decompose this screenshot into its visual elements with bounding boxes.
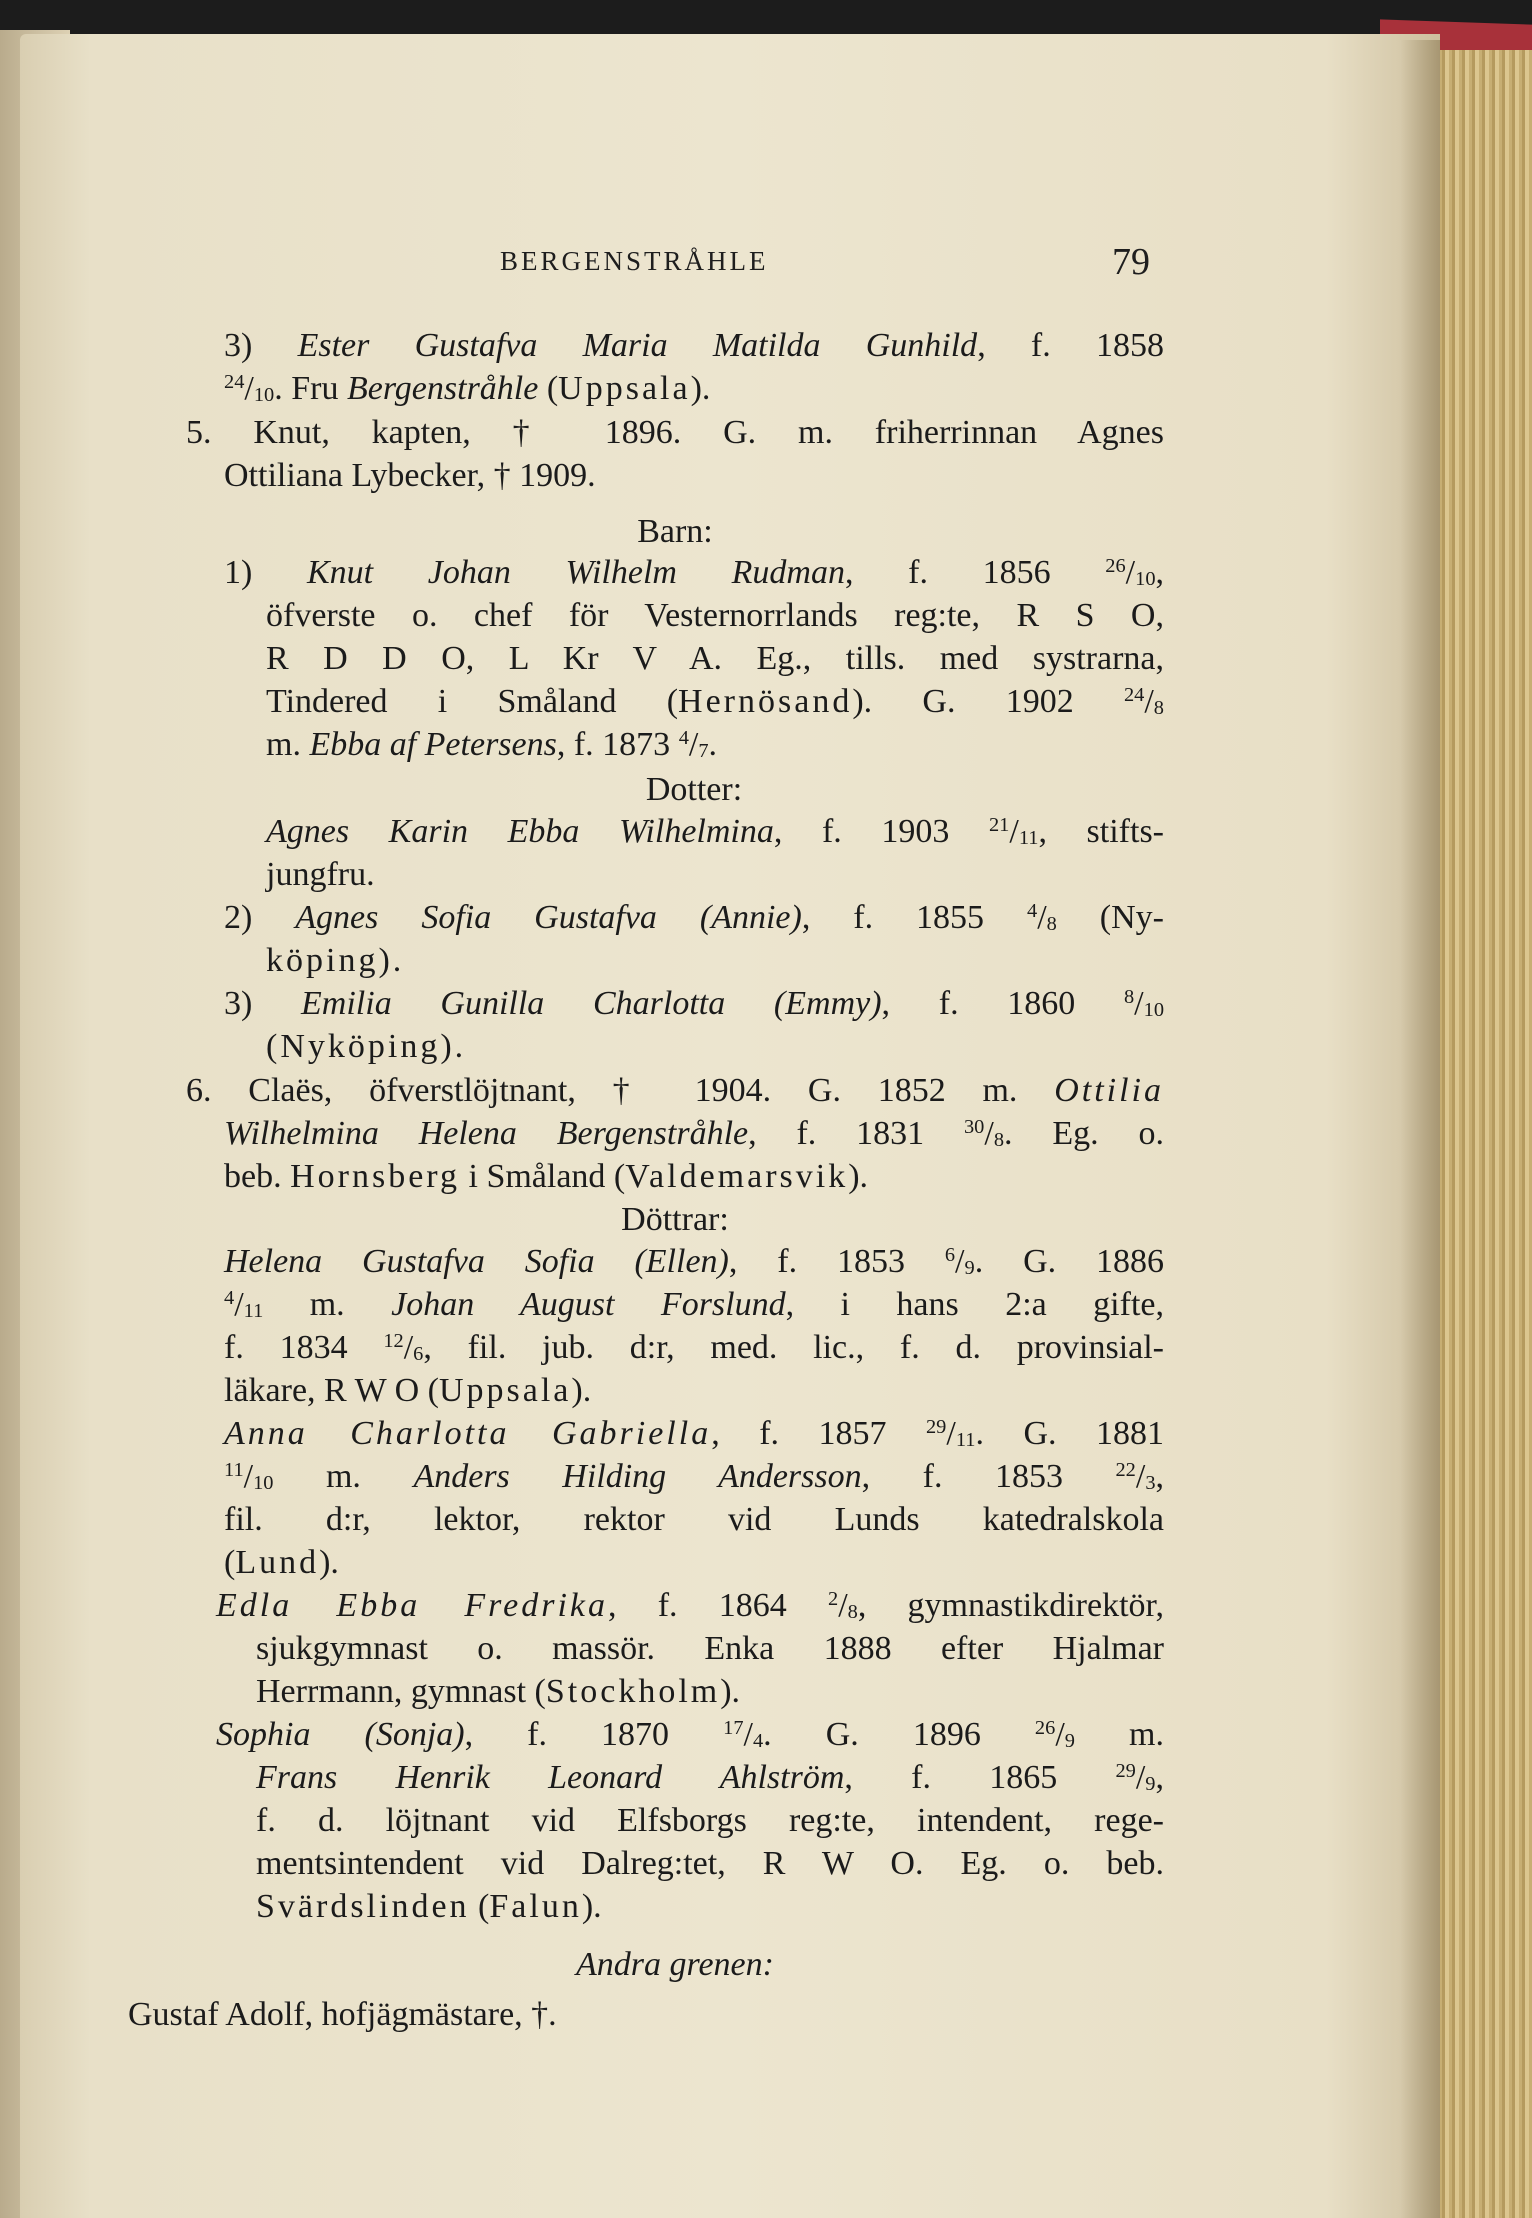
entry-ester-line2: $^{24}/_{10}$. Fru Bergenstråhle (Uppsala).	[224, 370, 711, 407]
entry-helena-line4: läkare, R W O (Uppsala).	[224, 1372, 592, 1409]
heading-dottrar: Döttrar:	[621, 1201, 729, 1238]
entry-knut-line2: Ottiliana Lybecker, † 1909.	[224, 457, 596, 494]
entry-claes-line2: Wilhelmina Helena Bergenstråhle, f. 1831 $^{30}/_8$. Eg. o.	[224, 1115, 1164, 1152]
entry-anna-line4: (Lund).	[224, 1544, 339, 1581]
entry-sophia-line4: mentsintendent vid Dalreg:tet, R W O. Eg. o. beb.	[256, 1845, 1164, 1882]
entry-knut-johan-line1: 1) Knut Johan Wilhelm Rudman, f. 1856 $^{26}/_{10}$,	[224, 554, 1165, 591]
entry-helena-line1: Helena Gustafva Sofia (Ellen), f. 1853 $^6/_9$. G. 1886	[224, 1243, 1164, 1280]
entry-knut-johan-line5: m. Ebba af Petersens, f. 1873 $^4/_7$.	[266, 726, 718, 763]
entry-helena-line2: $^4/_{11}$ m. Johan August Forslund, i hans 2:a gifte,	[224, 1286, 1164, 1323]
entry-claes-line3: beb. Hornsberg i Småland (Valdemarsvik).	[224, 1158, 869, 1195]
entry-sophia-line3: f. d. löjtnant vid Elfsborgs reg:te, intendent, rege-	[256, 1802, 1164, 1839]
entry-agnes-sofia-line2: köping).	[266, 942, 405, 979]
entry-anna-line2: $^{11}/_{10}$ m. Anders Hilding Andersson, f. 1853 $^{22}/_3$,	[224, 1458, 1165, 1495]
heading-andra-grenen: Andra grenen:	[576, 1946, 774, 1983]
entry-ester-line1: 3) Ester Gustafva Maria Matilda Gunhild, f. 1858	[224, 327, 1164, 364]
page-number: 79	[1112, 241, 1150, 283]
entry-knut-johan-line2: öfverste o. chef för Vesternorrlands reg:te, R S O,	[266, 597, 1164, 634]
entry-claes-line1: 6. Claës, öfverstlöjtnant, † 1904. G. 1852 m. Ottilia	[186, 1072, 1164, 1109]
entry-edla-line3: Herrmann, gymnast (Stockholm).	[256, 1673, 741, 1710]
entry-helena-line3: f. 1834 $^{12}/_6$, fil. jub. d:r, med. lic., f. d. provinsial-	[224, 1329, 1165, 1366]
entry-anna-line3: fil. d:r, lektor, rektor vid Lunds katedralskola	[224, 1501, 1164, 1538]
entry-sophia-line1: Sophia (Sonja), f. 1870 $^{17}/_4$. G. 1896 $^{26}/_9$ m.	[216, 1716, 1164, 1753]
entry-edla-line2: sjukgymnast o. massör. Enka 1888 efter Hjalmar	[256, 1630, 1164, 1667]
entry-emilia-line2: (Nyköping).	[266, 1028, 467, 1065]
entry-anna-line1: Anna Charlotta Gabriella, f. 1857 $^{29}/_{11}$. G. 1881	[224, 1415, 1164, 1452]
running-head: BERGENSTRÅHLE	[500, 246, 769, 276]
entry-agnes-sofia-line1: 2) Agnes Sofia Gustafva (Annie), f. 1855 $^4/_8$ (Ny-	[224, 899, 1165, 936]
entry-agnes-karin-line2: jungfru.	[266, 856, 375, 893]
entry-emilia-line1: 3) Emilia Gunilla Charlotta (Emmy), f. 1860 $^8/_{10}$	[224, 985, 1165, 1022]
entry-knut-johan-line4: Tindered i Småland (Hernösand). G. 1902 $^{24}/_8$	[266, 683, 1164, 720]
entry-knut-line1: 5. Knut, kapten, † 1896. G. m. friherrinnan Agnes	[186, 414, 1164, 451]
entry-sophia-line5: Svärdslinden (Falun).	[256, 1888, 602, 1925]
entry-sophia-line2: Frans Henrik Leonard Ahlström, f. 1865 $^{29}/_9$,	[256, 1759, 1164, 1796]
entry-knut-johan-line3: R D D O, L Kr V A. Eg., tills. med systrarna,	[266, 640, 1164, 677]
entry-gustaf-adolf: Gustaf Adolf, hofjägmästare, †.	[128, 1996, 557, 2033]
entry-edla-line1: Edla Ebba Fredrika, f. 1864 $^2/_8$, gymnastikdirektör,	[216, 1587, 1164, 1624]
entry-agnes-karin-line1: Agnes Karin Ebba Wilhelmina, f. 1903 $^{21}/_{11}$, stifts-	[266, 813, 1165, 850]
heading-barn: Barn:	[637, 513, 713, 550]
heading-dotter: Dotter:	[645, 771, 743, 808]
